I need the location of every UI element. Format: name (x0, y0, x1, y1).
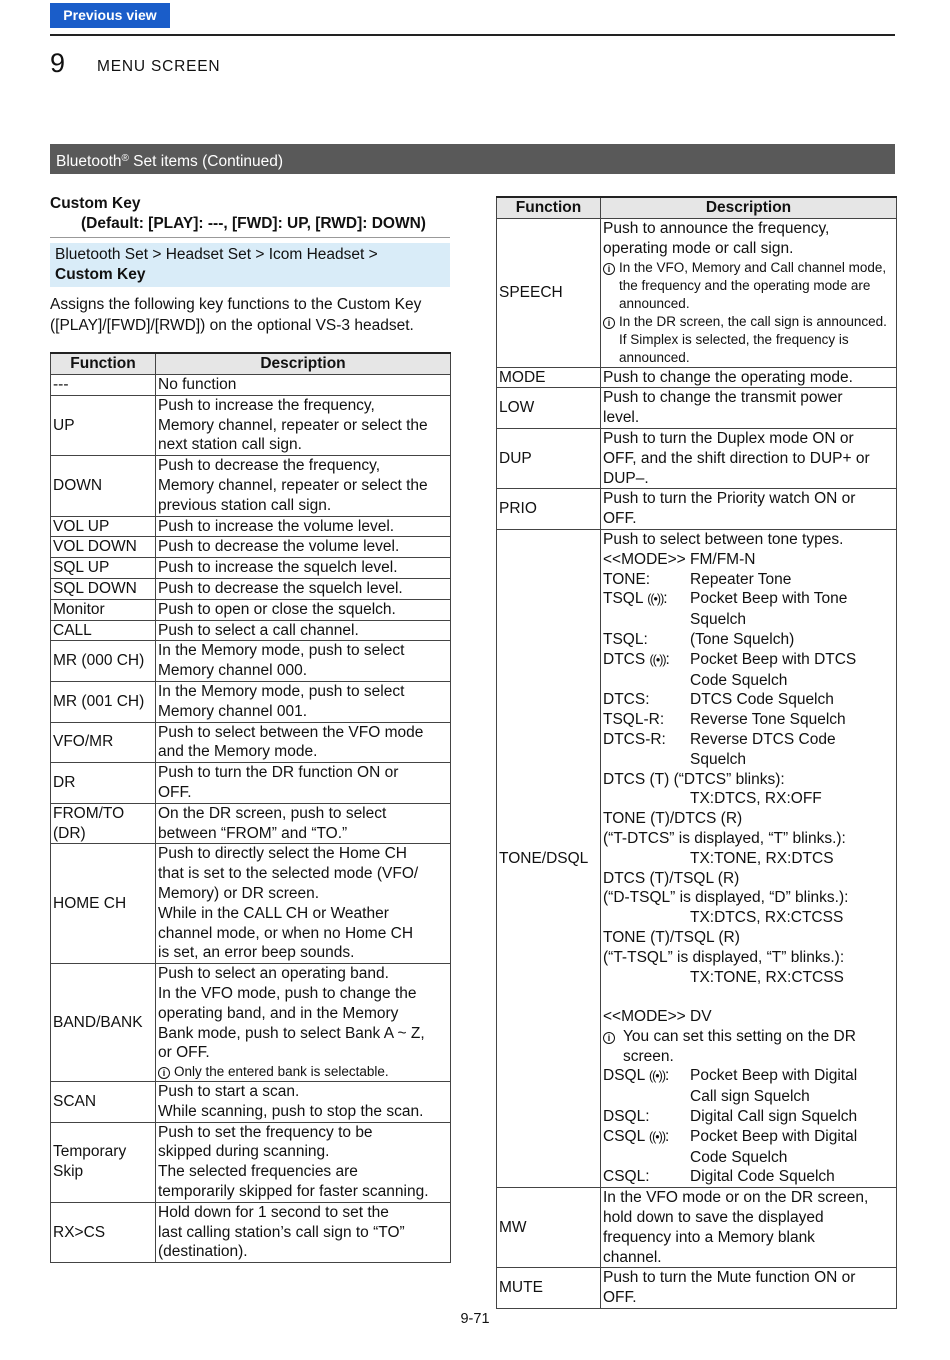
description-cell: Push to announce the frequency, operating mode or call sign. i In the VFO, Memory and Call channel mode, the frequency and the operating mode are announced. i In the DR screen, the call sign is announced. If Simplex is selected, the frequency is announced. (601, 219, 897, 368)
table-row (51, 1082, 451, 1123)
function-cell: VOL DOWN (51, 537, 156, 558)
function-cell: LOW (497, 388, 601, 429)
table-row (51, 599, 451, 620)
table-row (497, 489, 897, 530)
description-cell: Push to open or close the squelch. (156, 599, 451, 620)
description-cell: Push to change the operating mode. (601, 367, 897, 388)
table-row (51, 620, 451, 641)
function-cell: TONE/DSQL (497, 529, 601, 1187)
function-cell: DR (51, 763, 156, 804)
breadcrumb (50, 243, 450, 287)
custom-key-rule (50, 237, 450, 238)
breadcrumb-path: Bluetooth Set > Headset Set > Icom Headset > (55, 246, 378, 263)
table-row (51, 1122, 451, 1202)
function-cell: SQL UP (51, 558, 156, 579)
table-row (51, 558, 451, 579)
description-cell: On the DR screen, push to select between “FROM” and “TO.” (156, 803, 451, 844)
column-header-function: Function (51, 353, 156, 375)
registered-mark: ® (121, 153, 129, 164)
description-cell: Push to turn the Duplex mode ON or OFF, and the shift direction to DUP+ or DUP–. (601, 428, 897, 488)
table-row (51, 456, 451, 516)
chapter-title: MENU SCREEN (97, 58, 221, 75)
function-cell: Monitor (51, 599, 156, 620)
column-header-description: Description (156, 353, 451, 375)
custom-key-title: Custom Key (50, 195, 141, 212)
info-icon: i (603, 1032, 615, 1044)
function-cell: MUTE (497, 1268, 601, 1309)
pocket-beep-icon: ((•)) (649, 652, 666, 667)
table-row (51, 964, 451, 1082)
description-cell: Push to directly select the Home CH that is set to the selected mode (VFO/ Memory) or DR screen. While in the CALL CH or Weather channel mode, or when no Home CH is set, an error beep sounds. (156, 844, 451, 964)
description-cell: Push to decrease the frequency, Memory channel, repeater or select the previous station call sign. (156, 456, 451, 516)
table-row (51, 578, 451, 599)
description-cell: Push to increase the squelch level. (156, 558, 451, 579)
description-cell: Push to increase the volume level. (156, 516, 451, 537)
table-row (51, 722, 451, 763)
function-cell: PRIO (497, 489, 601, 530)
description-cell: Push to select an operating band. In the VFO mode, push to change the operating band, and in the Memory Bank mode, push to select Bank A ~ Z, or OFF. i Only the entered bank is selectable. (156, 964, 451, 1082)
function-cell: --- (51, 375, 156, 396)
description-cell: In the Memory mode, push to select Memory channel 001. (156, 681, 451, 722)
description-cell: No function (156, 375, 451, 396)
table-row (51, 537, 451, 558)
column-header-description: Description (601, 197, 897, 219)
table-row (51, 803, 451, 844)
table-row (51, 395, 451, 455)
section-title-prefix: Bluetooth (56, 153, 122, 170)
table-row (497, 1268, 897, 1309)
breadcrumb-item: Custom Key (55, 266, 146, 283)
function-cell: MW (497, 1188, 601, 1268)
table-row (497, 367, 897, 388)
description-cell: Push to turn the Priority watch ON or OFF. (601, 489, 897, 530)
custom-key-function-table (50, 352, 451, 1263)
note-text: In the DR screen, the call sign is announced. If Simplex is selected, the frequency is announced. (619, 313, 887, 365)
description-cell: Push to select a call channel. (156, 620, 451, 641)
description-cell: Push to turn the DR function ON or OFF. (156, 763, 451, 804)
table-row (51, 1202, 451, 1262)
table-row (497, 428, 897, 488)
pocket-beep-icon: ((•)) (647, 592, 664, 607)
function-cell: MR (000 CH) (51, 641, 156, 682)
function-cell: DOWN (51, 456, 156, 516)
function-cell: UP (51, 395, 156, 455)
custom-key-function-table-continued (496, 196, 897, 1309)
table-row (497, 529, 897, 1187)
description-cell: Hold down for 1 second to set the last calling station’s call sign to “TO” (destination). (156, 1202, 451, 1262)
function-cell: CALL (51, 620, 156, 641)
function-cell: MODE (497, 367, 601, 388)
description-cell: Push to start a scan. While scanning, push to stop the scan. (156, 1082, 451, 1123)
description-cell: Push to decrease the squelch level. (156, 578, 451, 599)
page-number: 9-71 (460, 1311, 490, 1327)
column-header-function: Function (497, 197, 601, 219)
note-text: In the VFO, Memory and Call channel mode, the frequency and the operating mode are announced. (619, 259, 887, 311)
description-cell: Push to set the frequency to be skipped during scanning. The selected frequencies are temporarily skipped for faster scanning. (156, 1122, 451, 1202)
table-row (51, 375, 451, 396)
table-row (51, 681, 451, 722)
section-title-suffix: Set items (Continued) (128, 153, 284, 170)
description-cell: Push to select between the VFO mode and the Memory mode. (156, 722, 451, 763)
chapter-number: 9 (50, 48, 66, 78)
table-row (497, 219, 897, 368)
description-cell: In the VFO mode or on the DR screen, hold down to save the displayed frequency into a Memory blank channel. (601, 1188, 897, 1268)
info-icon: i (158, 1067, 170, 1079)
function-cell: DUP (497, 428, 601, 488)
table-row (497, 1188, 897, 1268)
description-cell: Push to turn the Mute function ON or OFF. (601, 1268, 897, 1309)
function-cell: VFO/MR (51, 722, 156, 763)
description-cell: Push to select between tone types. <<MODE>> FM/FM-N TONE: Repeater Tone TSQL ((•)): Pocket Beep with Tone Squelch TSQL: (Tone Squelch) DTCS ((•)): Pocket Beep with DTCS Code Squelch DTCS: DTCS Code Squelch TSQL-R: Reverse Tone Squelch DTCS-R: Reverse DTCS Code Squelch DTCS (T) (“DTCS” blinks): TX:DTCS, RX:OFF TONE (T)/DTCS (R) (“T-DTCS” is displayed, “T” blinks.): TX:TONE, RX:DTCS DTCS (T)/TSQL (R) (“D-TSQL” is displayed, “D” blinks.): TX:DTCS, RX:CTCSS TONE (T)/TSQL (R) (“T-TSQL” is displayed, “T” blinks.): TX:TONE, RX:CTCSS <<MODE>> DV i You can set this setting on the DR screen. DSQL ((•)): Pocket Beep with Digital Call sign Squelch DSQL: Digital Call sign Squelch CSQL ((•)): Pocket Beep with Digital Code Squelch CSQL: Digital Code Squelch (601, 529, 897, 1187)
custom-key-description: Assigns the following key functions to the Custom Key ([PLAY]/[FWD]/[RWD]) on the optional VS-3 headset. (50, 296, 422, 334)
note-text: Only the entered bank is selectable. (174, 1064, 389, 1080)
previous-view-button[interactable]: Previous view (50, 3, 170, 28)
pocket-beep-icon: ((•)) (648, 1069, 665, 1084)
pocket-beep-icon: ((•)) (648, 1129, 665, 1144)
function-cell: SQL DOWN (51, 578, 156, 599)
description-cell: Push to change the transmit power level. (601, 388, 897, 429)
section-title-bar (50, 144, 895, 174)
function-cell: VOL UP (51, 516, 156, 537)
table-row (51, 763, 451, 804)
function-cell: Temporary Skip (51, 1122, 156, 1202)
table-row (51, 844, 451, 964)
table-row (51, 641, 451, 682)
description-cell: In the Memory mode, push to select Memory channel 000. (156, 641, 451, 682)
function-cell: HOME CH (51, 844, 156, 964)
description-cell: Push to decrease the volume level. (156, 537, 451, 558)
function-cell: SPEECH (497, 219, 601, 368)
note-text: You can set this setting on the DR screen. (623, 1027, 856, 1065)
function-cell: SCAN (51, 1082, 156, 1123)
custom-key-default: (Default: [PLAY]: ---, [FWD]: UP, [RWD]: DOWN) (81, 215, 426, 232)
header-rule (50, 34, 895, 36)
table-row (51, 516, 451, 537)
function-cell: MR (001 CH) (51, 681, 156, 722)
table-row (497, 388, 897, 429)
info-icon: i (603, 263, 615, 275)
function-cell: RX>CS (51, 1202, 156, 1262)
description-cell: Push to increase the frequency, Memory channel, repeater or select the next station call sign. (156, 395, 451, 455)
function-cell: FROM/TO (DR) (51, 803, 156, 844)
custom-key-intro (50, 194, 450, 336)
function-cell: BAND/BANK (51, 964, 156, 1082)
info-icon: i (603, 317, 615, 329)
